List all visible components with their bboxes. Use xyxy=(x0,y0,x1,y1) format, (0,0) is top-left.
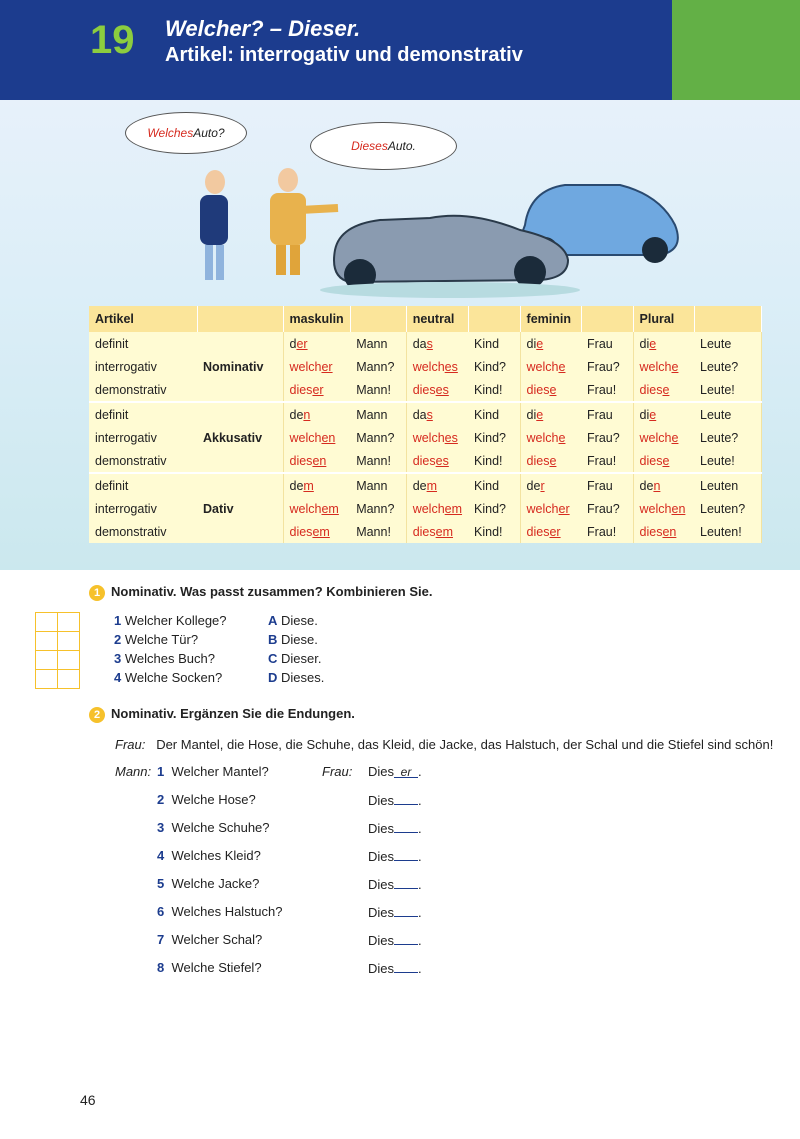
article-cell: dieser xyxy=(283,378,350,402)
exercise2-question: 3 Welche Schuhe? xyxy=(157,820,270,835)
noun-cell: Leute? xyxy=(694,355,761,378)
article-cell: der xyxy=(283,332,350,355)
article-cell: welchen xyxy=(283,426,350,449)
noun-cell: Kind! xyxy=(468,520,520,543)
article-cell: diesen xyxy=(283,449,350,473)
article-cell: welche xyxy=(633,355,694,378)
table-row xyxy=(89,402,761,426)
exercise2-question: 6 Welches Halstuch? xyxy=(157,904,283,919)
article-cell: dieses xyxy=(406,378,468,402)
row-label: interrogativ xyxy=(89,355,197,378)
article-cell: diese xyxy=(520,449,581,473)
header-accent xyxy=(672,0,800,100)
article-cell: diesen xyxy=(633,520,694,543)
exercise2-question: 2 Welche Hose? xyxy=(157,792,256,807)
table-header: maskulin xyxy=(283,306,350,332)
article-cell: dem xyxy=(283,473,350,497)
article-cell: dieses xyxy=(406,449,468,473)
article-cell: die xyxy=(633,402,694,426)
noun-cell: Kind! xyxy=(468,449,520,473)
match-left-item: 3 Welches Buch? xyxy=(114,651,215,666)
chapter-title: Welcher? – Dieser. xyxy=(165,16,361,41)
article-cell: welche xyxy=(520,355,581,378)
exercise1-title: 1 Nominativ. Was passt zusammen? Kombinieren Sie. xyxy=(89,584,432,601)
table-row xyxy=(89,332,761,355)
match-left-item: 2 Welche Tür? xyxy=(114,632,199,647)
article-cell: welcher xyxy=(283,355,350,378)
noun-cell: Frau! xyxy=(581,520,633,543)
exercise2-answer[interactable]: Dies . xyxy=(368,793,422,808)
answer-blank[interactable] xyxy=(394,904,418,917)
article-cell: welchem xyxy=(406,497,468,520)
article-cell: diese xyxy=(520,378,581,402)
match-left-item: 4 Welche Socken? xyxy=(114,670,223,685)
table-header: feminin xyxy=(520,306,581,332)
row-label: demonstrativ xyxy=(89,520,197,543)
row-label: definit xyxy=(89,332,197,355)
noun-cell: Frau! xyxy=(581,378,633,402)
table-row xyxy=(89,449,761,473)
mann-label: Mann: xyxy=(115,764,152,779)
speech-bubble-answer: Dieses Auto. xyxy=(310,122,457,170)
row-label: definit xyxy=(89,402,197,426)
table-header: neutral xyxy=(406,306,468,332)
exercise2-answer[interactable]: Dies . xyxy=(368,961,422,976)
article-cell: diese xyxy=(633,449,694,473)
article-cell: die xyxy=(633,332,694,355)
answer-label: Frau: xyxy=(322,764,353,779)
chapter-subtitle: Artikel: interrogativ und demonstrativ xyxy=(165,44,523,66)
exercise2-answer[interactable]: Dies . xyxy=(368,933,422,948)
article-cell: welches xyxy=(406,426,468,449)
noun-cell: Leuten xyxy=(694,473,761,497)
case-label: Akkusativ xyxy=(197,402,283,473)
answer-grid[interactable] xyxy=(35,612,80,689)
noun-cell: Kind xyxy=(468,473,520,497)
answer-blank[interactable] xyxy=(394,932,418,945)
noun-cell: Mann xyxy=(350,402,406,426)
noun-cell: Leuten! xyxy=(694,520,761,543)
table-header xyxy=(468,306,520,332)
article-cell: dieser xyxy=(520,520,581,543)
exercise2-question: 4 Welches Kleid? xyxy=(157,848,261,863)
table-header: Plural xyxy=(633,306,694,332)
article-cell: den xyxy=(633,473,694,497)
noun-cell: Leute? xyxy=(694,426,761,449)
match-right-item: C Dieser. xyxy=(268,651,322,666)
article-cell: der xyxy=(520,473,581,497)
answer-blank[interactable] xyxy=(394,960,418,973)
exercise2-answer[interactable]: Dies . xyxy=(368,905,422,920)
noun-cell: Mann! xyxy=(350,449,406,473)
page-number: 46 xyxy=(80,1092,96,1108)
table-header xyxy=(694,306,761,332)
table-header: Artikel xyxy=(89,306,197,332)
exercise2-question: 8 Welche Stiefel? xyxy=(157,960,262,975)
article-cell: welchem xyxy=(283,497,350,520)
exercise2-title: 2 Nominativ. Ergänzen Sie die Endungen. xyxy=(89,706,355,723)
noun-cell: Kind xyxy=(468,332,520,355)
noun-cell: Frau xyxy=(581,332,633,355)
case-label: Dativ xyxy=(197,473,283,543)
grammar-table xyxy=(89,306,762,543)
noun-cell: Frau? xyxy=(581,497,633,520)
noun-cell: Kind? xyxy=(468,497,520,520)
noun-cell: Mann! xyxy=(350,520,406,543)
article-cell: das xyxy=(406,332,468,355)
article-cell: den xyxy=(283,402,350,426)
noun-cell: Kind xyxy=(468,402,520,426)
article-cell: dem xyxy=(406,473,468,497)
article-cell: die xyxy=(520,332,581,355)
article-cell: welche xyxy=(520,426,581,449)
article-cell: diesem xyxy=(406,520,468,543)
answer-blank[interactable]: er xyxy=(394,765,418,778)
noun-cell: Leute xyxy=(694,402,761,426)
answer-blank[interactable] xyxy=(394,876,418,889)
noun-cell: Mann! xyxy=(350,378,406,402)
noun-cell: Mann? xyxy=(350,355,406,378)
frau-statement: Frau: Der Mantel, die Hose, die Schuhe, das Kleid, die Jacke, das Halstuch, der Schal und die Stiefel sind schön! xyxy=(115,737,774,752)
chapter-header xyxy=(0,0,800,100)
noun-cell: Frau? xyxy=(581,355,633,378)
exercise2-answer[interactable]: Dies er . xyxy=(368,764,422,779)
row-label: demonstrativ xyxy=(89,378,197,402)
noun-cell: Kind? xyxy=(468,355,520,378)
article-cell: diesem xyxy=(283,520,350,543)
table-header xyxy=(350,306,406,332)
match-right-item: A Diese. xyxy=(268,613,318,628)
table-row xyxy=(89,520,761,543)
article-cell: welchen xyxy=(633,497,694,520)
exercise2-number: 2 xyxy=(89,707,105,723)
noun-cell: Frau? xyxy=(581,426,633,449)
match-right-item: D Dieses. xyxy=(268,670,325,685)
exercise2-answer[interactable]: Dies . xyxy=(368,821,422,836)
noun-cell: Mann xyxy=(350,473,406,497)
noun-cell: Leute xyxy=(694,332,761,355)
article-cell: welche xyxy=(633,426,694,449)
noun-cell: Mann? xyxy=(350,497,406,520)
noun-cell: Leute! xyxy=(694,449,761,473)
article-cell: welcher xyxy=(520,497,581,520)
row-label: interrogativ xyxy=(89,497,197,520)
noun-cell: Kind! xyxy=(468,378,520,402)
noun-cell: Frau! xyxy=(581,449,633,473)
noun-cell: Frau xyxy=(581,473,633,497)
noun-cell: Leuten? xyxy=(694,497,761,520)
table-row xyxy=(89,473,761,497)
exercise2-answer[interactable]: Dies . xyxy=(368,877,422,892)
table-row xyxy=(89,378,761,402)
table-header xyxy=(581,306,633,332)
article-cell: welches xyxy=(406,355,468,378)
chapter-number: 19 xyxy=(90,18,135,62)
table-row xyxy=(89,426,761,449)
table-row xyxy=(89,355,761,378)
answer-blank[interactable] xyxy=(394,792,418,805)
row-label: definit xyxy=(89,473,197,497)
match-left-item: 1 Welcher Kollege? xyxy=(114,613,227,628)
table-row xyxy=(89,497,761,520)
row-label: demonstrativ xyxy=(89,449,197,473)
article-cell: die xyxy=(520,402,581,426)
match-right-item: B Diese. xyxy=(268,632,318,647)
noun-cell: Mann xyxy=(350,332,406,355)
row-label: interrogativ xyxy=(89,426,197,449)
noun-cell: Mann? xyxy=(350,426,406,449)
exercise2-question: 7 Welcher Schal? xyxy=(157,932,263,947)
answer-blank[interactable] xyxy=(394,848,418,861)
noun-cell: Kind? xyxy=(468,426,520,449)
article-cell: diese xyxy=(633,378,694,402)
article-cell: das xyxy=(406,402,468,426)
exercise2-answer[interactable]: Dies . xyxy=(368,849,422,864)
exercise2-question: 5 Welche Jacke? xyxy=(157,876,260,891)
noun-cell: Leute! xyxy=(694,378,761,402)
table-header xyxy=(197,306,283,332)
exercise1-number: 1 xyxy=(89,585,105,601)
answer-blank[interactable] xyxy=(394,820,418,833)
exercise2-question: 1 Welcher Mantel? xyxy=(157,764,269,779)
case-label: Nominativ xyxy=(197,332,283,402)
speech-bubble-question: Welches Auto? xyxy=(125,112,247,154)
noun-cell: Frau xyxy=(581,402,633,426)
